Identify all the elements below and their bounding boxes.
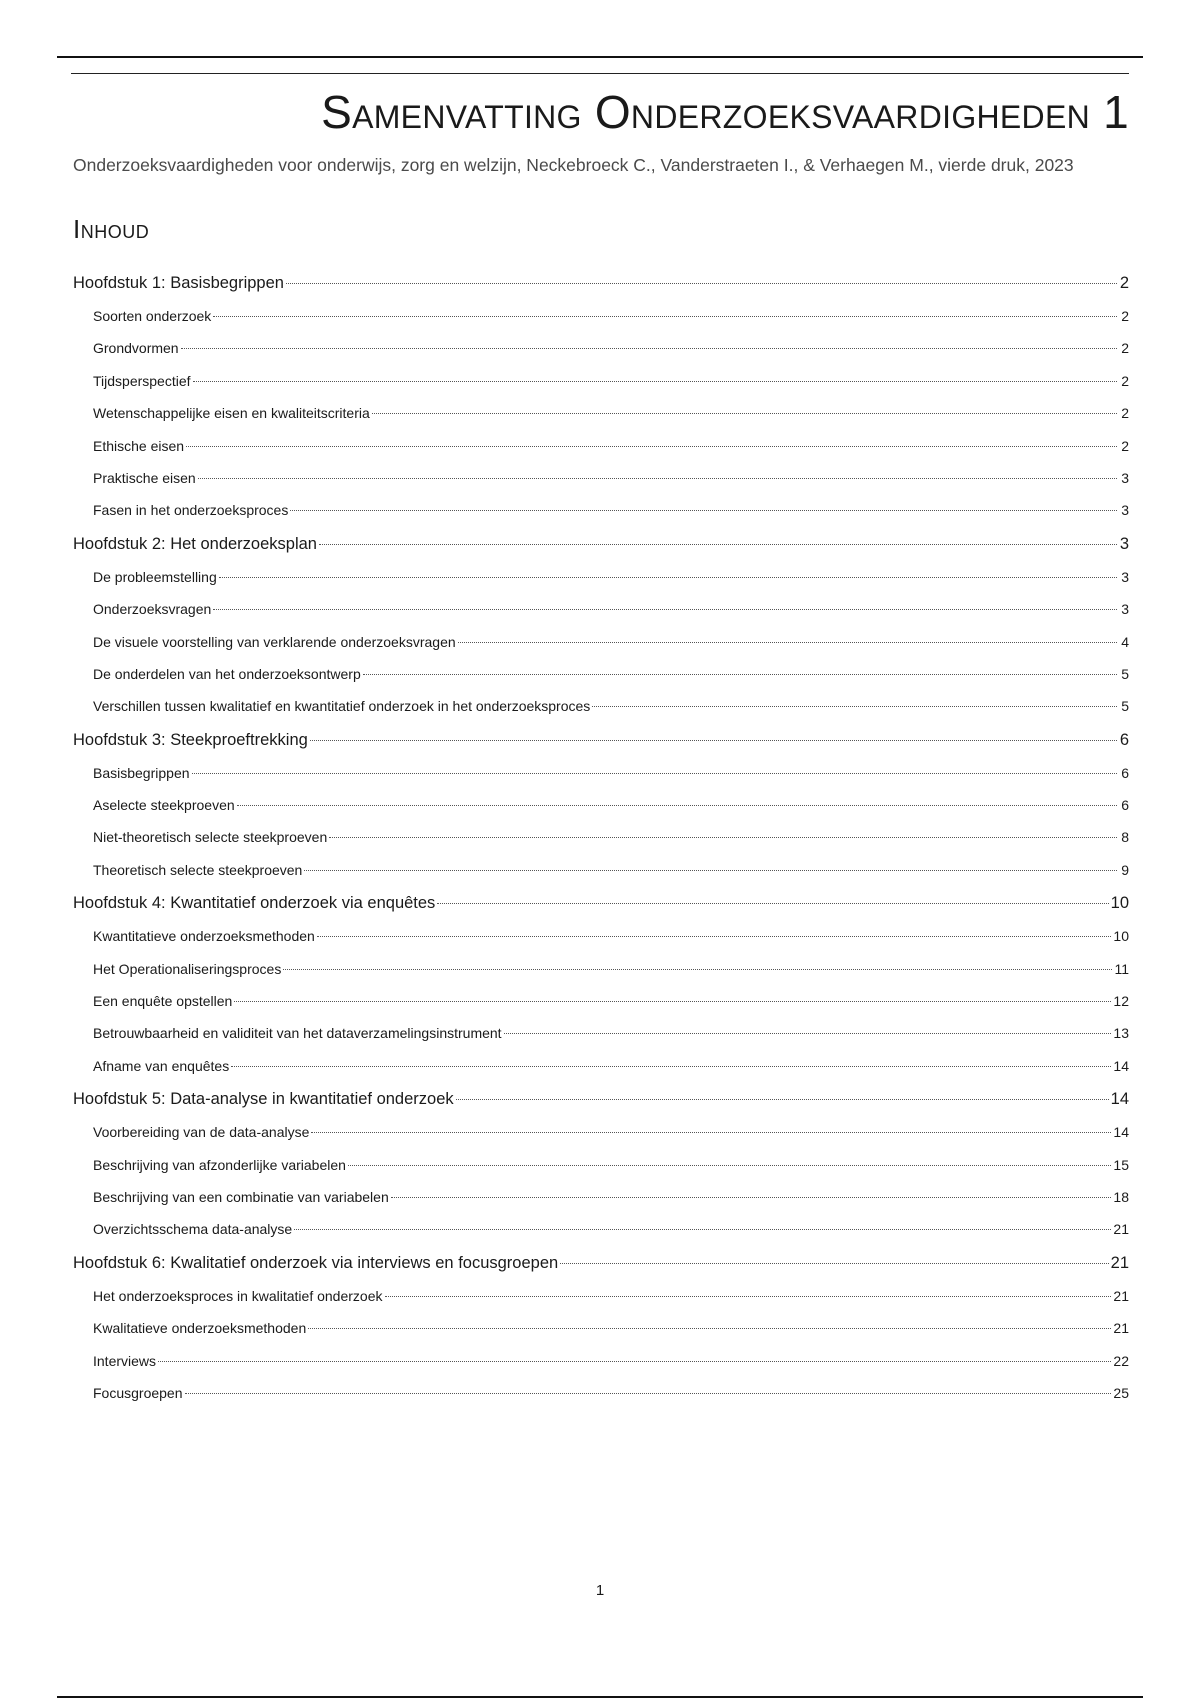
toc-section-entry[interactable] xyxy=(73,397,1129,429)
toc-entry-label: Een enquête opstellen xyxy=(93,993,233,1010)
toc-section-entry[interactable] xyxy=(73,626,1129,658)
toc-section-entry[interactable] xyxy=(73,1377,1129,1409)
toc-entry-label: Wetenschappelijke eisen en kwaliteitscriteria xyxy=(93,405,370,422)
toc-entry-label: Onderzoeksvragen xyxy=(93,601,212,618)
toc-dot-leader xyxy=(237,805,1117,806)
toc-entry-label: Fasen in het onderzoeksproces xyxy=(93,502,289,519)
toc-entry-label: Verschillen tussen kwalitatief en kwantitatief onderzoek in het onderzoeksproces xyxy=(93,698,591,715)
toc-section-entry[interactable] xyxy=(73,1017,1129,1049)
document-title: Samenvatting Onderzoeksvaardigheden 1 xyxy=(321,86,1129,138)
toc-dot-leader xyxy=(348,1165,1112,1166)
toc-chapter-entry[interactable] xyxy=(73,723,1129,757)
toc-dot-leader xyxy=(283,969,1112,970)
toc-dot-leader xyxy=(213,609,1117,610)
toc-section-entry[interactable] xyxy=(73,1280,1129,1312)
toc-entry-page: 13 xyxy=(1113,1025,1129,1042)
toc-section-entry[interactable] xyxy=(73,1149,1129,1181)
toc-chapter-entry[interactable] xyxy=(73,527,1129,561)
toc-section-entry[interactable] xyxy=(73,920,1129,952)
toc-dot-leader xyxy=(198,478,1117,479)
toc-entry-label: Interviews xyxy=(93,1352,157,1369)
toc-dot-leader xyxy=(317,936,1112,937)
toc-dot-leader xyxy=(504,1033,1112,1034)
table-of-contents xyxy=(73,266,1129,1409)
toc-section-entry[interactable] xyxy=(73,593,1129,625)
toc-entry-page: 25 xyxy=(1113,1384,1129,1401)
toc-dot-leader xyxy=(329,837,1117,838)
toc-entry-page: 21 xyxy=(1113,1221,1129,1238)
toc-entry-page: 5 xyxy=(1121,665,1129,682)
toc-dot-leader xyxy=(294,1229,1111,1230)
toc-dot-leader xyxy=(458,642,1117,643)
title-rule xyxy=(71,73,1129,74)
toc-entry-label: Hoofdstuk 2: Het onderzoeksplan xyxy=(73,534,317,553)
toc-dot-leader xyxy=(186,446,1117,447)
toc-section-entry[interactable] xyxy=(73,462,1129,494)
toc-entry-page: 15 xyxy=(1113,1156,1129,1173)
toc-section-entry[interactable] xyxy=(73,1181,1129,1213)
toc-entry-page: 14 xyxy=(1110,1090,1129,1109)
toc-section-entry[interactable] xyxy=(73,690,1129,722)
toc-section-entry[interactable] xyxy=(73,658,1129,690)
toc-section-entry[interactable] xyxy=(73,1116,1129,1148)
toc-entry-label: Ethische eisen xyxy=(93,437,185,454)
toc-dot-leader xyxy=(308,1328,1111,1329)
toc-entry-page: 9 xyxy=(1121,861,1129,878)
toc-entry-page: 5 xyxy=(1121,698,1129,715)
toc-section-entry[interactable] xyxy=(73,985,1129,1017)
toc-entry-label: Praktische eisen xyxy=(93,469,196,486)
toc-chapter-entry[interactable] xyxy=(73,1246,1129,1280)
toc-dot-leader xyxy=(372,413,1117,414)
toc-entry-page: 6 xyxy=(1119,730,1129,749)
toc-entry-page: 3 xyxy=(1119,534,1129,553)
toc-entry-page: 18 xyxy=(1113,1188,1129,1205)
toc-entry-page: 21 xyxy=(1110,1253,1129,1272)
toc-section-entry[interactable] xyxy=(73,365,1129,397)
toc-entry-page: 10 xyxy=(1113,928,1129,945)
toc-entry-label: Aselecte steekproeven xyxy=(93,797,235,814)
toc-entry-page: 3 xyxy=(1121,469,1129,486)
toc-entry-label: Hoofdstuk 4: Kwantitatief onderzoek via enquêtes xyxy=(73,894,436,913)
toc-entry-page: 21 xyxy=(1113,1287,1129,1304)
toc-entry-page: 3 xyxy=(1121,568,1129,585)
toc-section-entry[interactable] xyxy=(73,789,1129,821)
toc-dot-leader xyxy=(304,870,1117,871)
toc-dot-leader xyxy=(592,706,1117,707)
toc-dot-leader xyxy=(391,1197,1112,1198)
toc-section-entry[interactable] xyxy=(73,1345,1129,1377)
toc-entry-label: Beschrijving van een combinatie van variabelen xyxy=(93,1188,389,1205)
toc-dot-leader xyxy=(319,544,1117,545)
toc-dot-leader xyxy=(290,510,1117,511)
toc-entry-page: 6 xyxy=(1121,764,1129,781)
toc-entry-page: 4 xyxy=(1121,633,1129,650)
toc-entry-page: 14 xyxy=(1113,1057,1129,1074)
toc-entry-label: Basisbegrippen xyxy=(93,764,190,781)
toc-entry-label: Hoofdstuk 5: Data-analyse in kwantitatief onderzoek xyxy=(73,1090,454,1109)
toc-entry-page: 2 xyxy=(1121,372,1129,389)
toc-entry-label: Theoretisch selecte steekproeven xyxy=(93,861,303,878)
top-rule xyxy=(57,56,1143,58)
toc-dot-leader xyxy=(231,1066,1111,1067)
toc-entry-page: 3 xyxy=(1121,601,1129,618)
toc-dot-leader xyxy=(181,348,1117,349)
toc-section-entry[interactable] xyxy=(73,1213,1129,1245)
toc-entry-label: Hoofdstuk 3: Steekproeftrekking xyxy=(73,730,308,749)
toc-entry-label: Kwantitatieve onderzoeksmethoden xyxy=(93,928,315,945)
toc-entry-page: 11 xyxy=(1114,960,1129,977)
toc-entry-page: 6 xyxy=(1121,797,1129,814)
toc-dot-leader xyxy=(310,740,1117,741)
toc-entry-label: De onderdelen van het onderzoeksontwerp xyxy=(93,665,361,682)
toc-entry-page: 21 xyxy=(1113,1320,1129,1337)
toc-entry-page: 12 xyxy=(1113,993,1129,1010)
toc-dot-leader xyxy=(234,1001,1111,1002)
toc-dot-leader xyxy=(185,1393,1112,1394)
toc-entry-label: Overzichtsschema data-analyse xyxy=(93,1221,293,1238)
toc-entry-label: Betrouwbaarheid en validiteit van het dataverzamelingsinstrument xyxy=(93,1025,502,1042)
toc-entry-page: 3 xyxy=(1121,502,1129,519)
page-number: 1 xyxy=(595,1582,605,1599)
toc-entry-page: 10 xyxy=(1110,894,1129,913)
toc-entry-label: Kwalitatieve onderzoeksmethoden xyxy=(93,1320,307,1337)
toc-entry-label: Soorten onderzoek xyxy=(93,308,212,324)
toc-section-entry[interactable] xyxy=(73,561,1129,593)
toc-section-entry[interactable] xyxy=(73,757,1129,789)
toc-entry-label: Afname van enquêtes xyxy=(93,1057,230,1074)
toc-dot-leader xyxy=(456,1099,1109,1100)
toc-chapter-entry[interactable] xyxy=(73,266,1129,300)
toc-section-entry[interactable] xyxy=(73,953,1129,985)
toc-dot-leader xyxy=(192,773,1117,774)
toc-entry-label: Focusgroepen xyxy=(93,1384,183,1401)
toc-dot-leader xyxy=(560,1263,1108,1264)
toc-dot-leader xyxy=(437,903,1108,904)
toc-entry-label: Niet-theoretisch selecte steekproeven xyxy=(93,829,328,846)
toc-section-entry[interactable] xyxy=(73,821,1129,853)
toc-entry-label: Tijdsperspectief xyxy=(93,372,191,389)
toc-section-entry[interactable] xyxy=(73,430,1129,462)
toc-entry-page: 2 xyxy=(1119,274,1129,292)
toc-entry-label: Het onderzoeksproces in kwalitatief onderzoek xyxy=(93,1287,383,1304)
toc-entry-page: 8 xyxy=(1121,829,1129,846)
toc-entry-page: 22 xyxy=(1113,1352,1129,1369)
toc-entry-label: Voorbereiding van de data-analyse xyxy=(93,1124,310,1141)
toc-entry-page: 2 xyxy=(1121,308,1129,324)
toc-entry-label: Hoofdstuk 6: Kwalitatief onderzoek via interviews en focusgroepen xyxy=(73,1253,559,1272)
toc-section-entry[interactable] xyxy=(73,300,1129,332)
toc-dot-leader xyxy=(363,674,1117,675)
toc-entry-label: Het Operationaliseringsproces xyxy=(93,960,282,977)
toc-entry-label: Beschrijving van afzonderlijke variabelen xyxy=(93,1156,346,1173)
toc-dot-leader xyxy=(286,283,1117,284)
toc-dot-leader xyxy=(385,1296,1112,1297)
toc-dot-leader xyxy=(193,381,1117,382)
toc-entry-page: 14 xyxy=(1113,1124,1129,1141)
toc-entry-page: 2 xyxy=(1121,405,1129,422)
toc-heading: Inhoud xyxy=(73,214,150,244)
toc-entry-label: Hoofdstuk 1: Basisbegrippen xyxy=(73,274,284,292)
toc-section-entry[interactable] xyxy=(73,1050,1129,1082)
document-subtitle: Onderzoeksvaardigheden voor onderwijs, zorg en welzijn, Neckebroeck C., Vanderstraeten I., & Verhaegen M., vierde druk, 2023 xyxy=(73,155,1074,175)
toc-section-entry[interactable] xyxy=(73,854,1129,886)
toc-chapter-entry[interactable] xyxy=(73,1082,1129,1116)
toc-chapter-entry[interactable] xyxy=(73,886,1129,920)
toc-dot-leader xyxy=(219,577,1117,578)
toc-dot-leader xyxy=(311,1132,1111,1133)
bottom-rule xyxy=(57,1696,1143,1698)
toc-entry-page: 2 xyxy=(1121,340,1129,357)
toc-dot-leader xyxy=(158,1361,1111,1362)
toc-dot-leader xyxy=(213,316,1117,317)
toc-entry-label: De visuele voorstelling van verklarende onderzoeksvragen xyxy=(93,633,456,650)
toc-entry-label: De probleemstelling xyxy=(93,568,217,585)
toc-section-entry[interactable] xyxy=(73,1312,1129,1344)
toc-section-entry[interactable] xyxy=(73,494,1129,526)
toc-entry-label: Grondvormen xyxy=(93,340,179,357)
toc-section-entry[interactable] xyxy=(73,332,1129,364)
toc-entry-page: 2 xyxy=(1121,437,1129,454)
